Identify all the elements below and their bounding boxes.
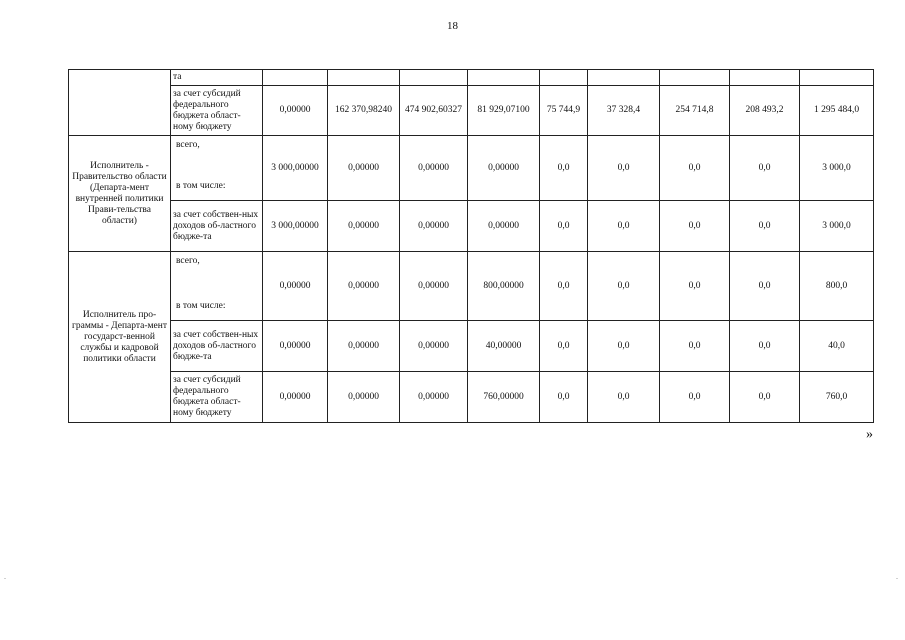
value-cell: 40,0 <box>800 321 874 372</box>
value-cell: 0,00000 <box>400 252 468 321</box>
value-cell: 40,00000 <box>468 321 540 372</box>
value-cell: 254 714,8 <box>660 86 730 136</box>
value-cell: 0,0 <box>588 136 660 201</box>
table-row <box>69 136 874 201</box>
value-cell: 0,0 <box>660 136 730 201</box>
source-including-label: в том числе: <box>176 181 226 191</box>
page-number: 18 <box>447 20 458 32</box>
value-cell <box>730 70 800 86</box>
value-cell: 760,0 <box>800 372 874 423</box>
budget-table <box>68 69 874 423</box>
value-cell <box>540 70 588 86</box>
value-cell: 0,00000 <box>400 136 468 201</box>
value-cell: 162 370,98240 <box>328 86 400 136</box>
table-row <box>69 70 874 86</box>
value-cell: 1 295 484,0 <box>800 86 874 136</box>
executor-cell: Исполнитель - Правительство области (Департа-мент внутренней политики Прави-тельства области) <box>69 136 171 252</box>
closing-quote: » <box>866 427 873 442</box>
value-cell: 37 328,4 <box>588 86 660 136</box>
value-cell <box>468 70 540 86</box>
value-cell: 0,0 <box>660 201 730 252</box>
value-cell: 0,00000 <box>328 372 400 423</box>
value-cell: 0,00000 <box>468 136 540 201</box>
value-cell: 3 000,0 <box>800 201 874 252</box>
value-cell: 0,0 <box>730 372 800 423</box>
value-cell: 0,00000 <box>263 321 328 372</box>
value-cell: 800,0 <box>800 252 874 321</box>
value-cell: 0,00000 <box>328 201 400 252</box>
value-cell: 0,00000 <box>328 136 400 201</box>
value-cell: 0,0 <box>540 372 588 423</box>
value-cell: 0,0 <box>660 321 730 372</box>
value-cell <box>328 70 400 86</box>
value-cell: 3 000,00000 <box>263 201 328 252</box>
value-cell: 81 929,07100 <box>468 86 540 136</box>
edge-mark: . <box>4 572 6 581</box>
value-cell: 75 744,9 <box>540 86 588 136</box>
value-cell: 0,00000 <box>400 201 468 252</box>
source-total-label: всего, <box>176 256 200 266</box>
value-cell: 3 000,00000 <box>263 136 328 201</box>
table-row <box>69 321 874 372</box>
value-cell: 0,00000 <box>263 86 328 136</box>
table-row <box>69 372 874 423</box>
value-cell <box>400 70 468 86</box>
source-cell: та <box>171 70 263 86</box>
source-including-label: в том числе: <box>176 301 226 311</box>
source-total-label: всего, <box>176 140 200 150</box>
source-cell: за счет субсидий федерального бюджета област-ному бюджету <box>171 372 263 423</box>
source-cell <box>171 136 263 201</box>
value-cell: 208 493,2 <box>730 86 800 136</box>
value-cell: 3 000,0 <box>800 136 874 201</box>
value-cell: 0,00000 <box>400 321 468 372</box>
value-cell: 0,0 <box>730 252 800 321</box>
value-cell <box>263 70 328 86</box>
value-cell: 0,0 <box>540 252 588 321</box>
executor-cell <box>69 70 171 136</box>
value-cell: 0,00000 <box>263 252 328 321</box>
value-cell: 0,00000 <box>328 321 400 372</box>
value-cell: 0,0 <box>540 321 588 372</box>
value-cell: 0,00000 <box>400 372 468 423</box>
value-cell: 0,00000 <box>468 201 540 252</box>
value-cell: 0,0 <box>660 252 730 321</box>
source-cell: за счет собствен-ных доходов об-ластного бюдже-та <box>171 321 263 372</box>
value-cell: 0,0 <box>660 372 730 423</box>
value-cell: 0,0 <box>588 201 660 252</box>
source-cell <box>171 252 263 321</box>
edge-mark: . <box>896 572 898 581</box>
value-cell: 0,0 <box>730 201 800 252</box>
value-cell <box>588 70 660 86</box>
source-cell: за счет субсидий федерального бюджета област-ному бюджету <box>171 86 263 136</box>
table-row <box>69 252 874 321</box>
value-cell: 0,0 <box>588 321 660 372</box>
value-cell <box>660 70 730 86</box>
value-cell: 0,0 <box>588 252 660 321</box>
value-cell: 474 902,60327 <box>400 86 468 136</box>
executor-cell: Исполнитель про-граммы - Департа-мент государст-венной службы и кадровой политики области <box>69 252 171 423</box>
value-cell: 0,00000 <box>263 372 328 423</box>
value-cell: 760,00000 <box>468 372 540 423</box>
value-cell: 800,00000 <box>468 252 540 321</box>
value-cell <box>800 70 874 86</box>
value-cell: 0,0 <box>730 321 800 372</box>
value-cell: 0,0 <box>588 372 660 423</box>
table-row <box>69 86 874 136</box>
source-cell: за счет собствен-ных доходов об-ластного бюдже-та <box>171 201 263 252</box>
value-cell: 0,0 <box>540 136 588 201</box>
value-cell: 0,0 <box>540 201 588 252</box>
table-row <box>69 201 874 252</box>
value-cell: 0,0 <box>730 136 800 201</box>
value-cell: 0,00000 <box>328 252 400 321</box>
